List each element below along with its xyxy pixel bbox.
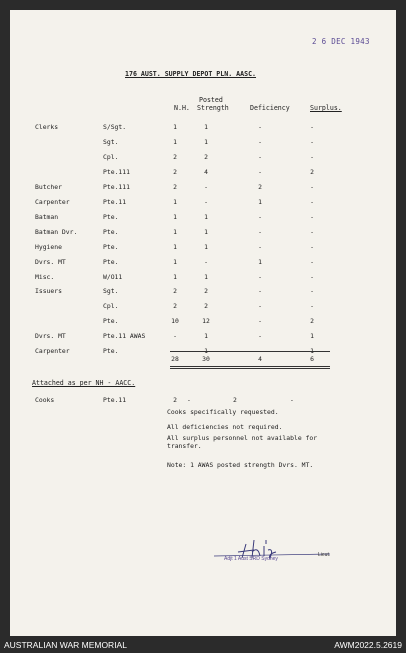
row-surplus: - <box>310 182 314 191</box>
row-posted: 2 <box>204 152 208 161</box>
row-deficiency: 1 <box>258 197 262 206</box>
column-header-posted: Posted <box>199 96 223 104</box>
table-row <box>0 332 386 343</box>
row-surplus: - <box>310 212 314 221</box>
row-posted: 12 <box>202 317 210 326</box>
note-deficiencies: All deficiencies not required. <box>167 423 283 431</box>
row-rank: Sgt. <box>103 137 119 146</box>
signature-block <box>210 530 340 566</box>
note-cooks: Cooks specifically requested. <box>167 408 279 416</box>
row-rank: S/Sgt. <box>103 123 127 131</box>
note-surplus-1: All surplus personnel not available for <box>167 434 318 442</box>
footer-institution: AUSTRALIAN WAR MEMORIAL <box>4 640 127 650</box>
row-deficiency: - <box>258 123 262 131</box>
total-deficiency: 4 <box>258 355 262 363</box>
total-rule-top <box>170 351 330 352</box>
table-row <box>0 183 386 194</box>
total-rule-bottom <box>170 366 330 369</box>
row-nh: 1 <box>173 197 177 206</box>
row-posted: - <box>204 182 208 191</box>
row-surplus: 2 <box>310 167 314 176</box>
row-deficiency: - <box>258 152 262 161</box>
column-header-nh: N.H. <box>174 104 190 112</box>
row-surplus: 1 <box>310 332 314 341</box>
row-posted: 1 <box>204 242 208 251</box>
document-title: 176 AUST. SUPPLY DEPOT PLN. AASC. <box>125 70 257 78</box>
row-nh: 1 <box>173 272 177 281</box>
row-rank: Pte. <box>103 347 119 356</box>
row-deficiency: - <box>258 137 262 146</box>
row-surplus: - <box>310 227 314 236</box>
row-posted: 1 <box>204 123 208 131</box>
row-surplus: 2 <box>310 317 314 326</box>
row-surplus: - <box>310 302 314 311</box>
row-deficiency: 1 <box>258 257 262 266</box>
column-header-strength: Strength <box>197 104 229 112</box>
row-rank: Sgt. <box>103 287 119 296</box>
row-posted: - <box>204 197 208 206</box>
row-rank: Pte. <box>103 242 119 251</box>
row-rank: W/O11 <box>103 272 123 281</box>
row-posted: - <box>204 257 208 266</box>
row-surplus: - <box>310 123 314 131</box>
row-rank: Pte.111 <box>103 182 130 191</box>
row-deficiency: - <box>258 317 262 326</box>
row-deficiency: - <box>258 227 262 236</box>
row-rank: Pte.111 <box>103 167 130 176</box>
table-row <box>0 153 386 164</box>
row-role: Batman Dvr. <box>35 227 78 236</box>
row-posted: 2 <box>204 302 208 311</box>
row-surplus: - <box>310 197 314 206</box>
row-posted: 1 <box>204 137 208 146</box>
row-surplus: - <box>310 152 314 161</box>
totals-row <box>0 355 386 366</box>
row-role: Hygiene <box>35 242 62 251</box>
row-role: Misc. <box>35 272 55 281</box>
attached-role: Cooks <box>35 396 55 404</box>
attached-row <box>0 396 386 407</box>
row-role: Dvrs. MT <box>35 332 66 341</box>
column-header-surplus: Surplus. <box>310 104 342 112</box>
row-rank: Cpl. <box>103 302 119 311</box>
note-awas: Note: 1 AWAS posted strength Dvrs. MT. <box>167 461 314 469</box>
signature-rank: Lieut. <box>318 552 331 558</box>
total-nh: 28 <box>171 355 179 363</box>
row-posted: 1 <box>204 332 208 341</box>
row-role: Dvrs. MT <box>35 257 66 266</box>
row-nh: 2 <box>173 182 177 191</box>
row-deficiency: - <box>258 332 262 341</box>
row-deficiency: - <box>258 287 262 296</box>
footer-accession-number: AWM2022.5.2619 <box>334 640 402 650</box>
row-nh: 2 <box>173 167 177 176</box>
row-rank: Pte. <box>103 257 119 266</box>
note-surplus-2: transfer. <box>167 442 202 450</box>
attached-posted: - <box>187 396 191 404</box>
row-deficiency: - <box>258 167 262 176</box>
row-nh: 1 <box>173 257 177 266</box>
row-rank: Cpl. <box>103 152 119 161</box>
row-role: Issuers <box>35 287 62 296</box>
row-rank: Pte.11 AWAS <box>103 332 146 341</box>
total-surplus: 6 <box>310 355 314 363</box>
row-role: Carpenter <box>35 197 70 206</box>
row-deficiency: - <box>258 272 262 281</box>
row-surplus: - <box>310 272 314 281</box>
row-role: Batman <box>35 212 59 221</box>
row-deficiency: 2 <box>258 182 262 191</box>
row-nh: 2 <box>173 152 177 161</box>
attached-deficiency: 2 <box>233 396 237 404</box>
footer-bar <box>0 636 406 653</box>
row-role: Clerks <box>35 123 59 131</box>
table-row <box>0 213 386 224</box>
table-row <box>0 228 386 239</box>
row-rank: Pte. <box>103 317 119 326</box>
attached-heading: Attached as per NH - AACC. <box>32 379 136 387</box>
row-nh: 1 <box>173 227 177 236</box>
table-row <box>0 302 386 313</box>
table-row <box>0 243 386 254</box>
row-rank: Pte. <box>103 212 119 221</box>
row-surplus: - <box>310 137 314 146</box>
row-surplus: - <box>310 287 314 296</box>
row-nh: 1 <box>173 123 177 131</box>
attached-rank: Pte.11 <box>103 396 127 404</box>
table-row <box>0 138 386 149</box>
row-rank: Pte.11 <box>103 197 127 206</box>
table-row <box>0 168 386 179</box>
row-nh: 1 <box>173 137 177 146</box>
table-row <box>0 198 386 209</box>
column-header-deficiency: Deficiency <box>250 104 290 112</box>
row-nh: 2 <box>173 287 177 296</box>
row-deficiency: - <box>258 242 262 251</box>
attached-nh: 2 <box>173 396 177 404</box>
row-surplus: - <box>310 257 314 266</box>
row-nh: 2 <box>173 302 177 311</box>
row-role: Butcher <box>35 182 62 191</box>
row-surplus: - <box>310 242 314 251</box>
row-posted: 1 <box>204 227 208 236</box>
attached-surplus: - <box>290 396 294 404</box>
row-nh: 1 <box>173 212 177 221</box>
table-row <box>0 123 386 134</box>
row-posted: 4 <box>204 167 208 176</box>
row-nh: - <box>173 332 177 341</box>
row-nh: 1 <box>173 242 177 251</box>
row-posted: 1 <box>204 272 208 281</box>
table-row <box>0 287 386 298</box>
total-posted: 30 <box>202 355 210 363</box>
row-posted: 1 <box>204 212 208 221</box>
row-nh: 10 <box>171 317 179 326</box>
table-row <box>0 258 386 269</box>
row-role: Carpenter <box>35 347 70 356</box>
row-rank: Pte. <box>103 227 119 236</box>
table-row <box>0 273 386 284</box>
row-deficiency: - <box>258 302 262 311</box>
row-deficiency: - <box>258 212 262 221</box>
date-stamp: 2 6 DEC 1943 <box>312 37 370 46</box>
signature-stamp: Adjt 1 Aust SRD Sydney <box>224 556 278 562</box>
row-posted: 2 <box>204 287 208 296</box>
table-row <box>0 317 386 328</box>
